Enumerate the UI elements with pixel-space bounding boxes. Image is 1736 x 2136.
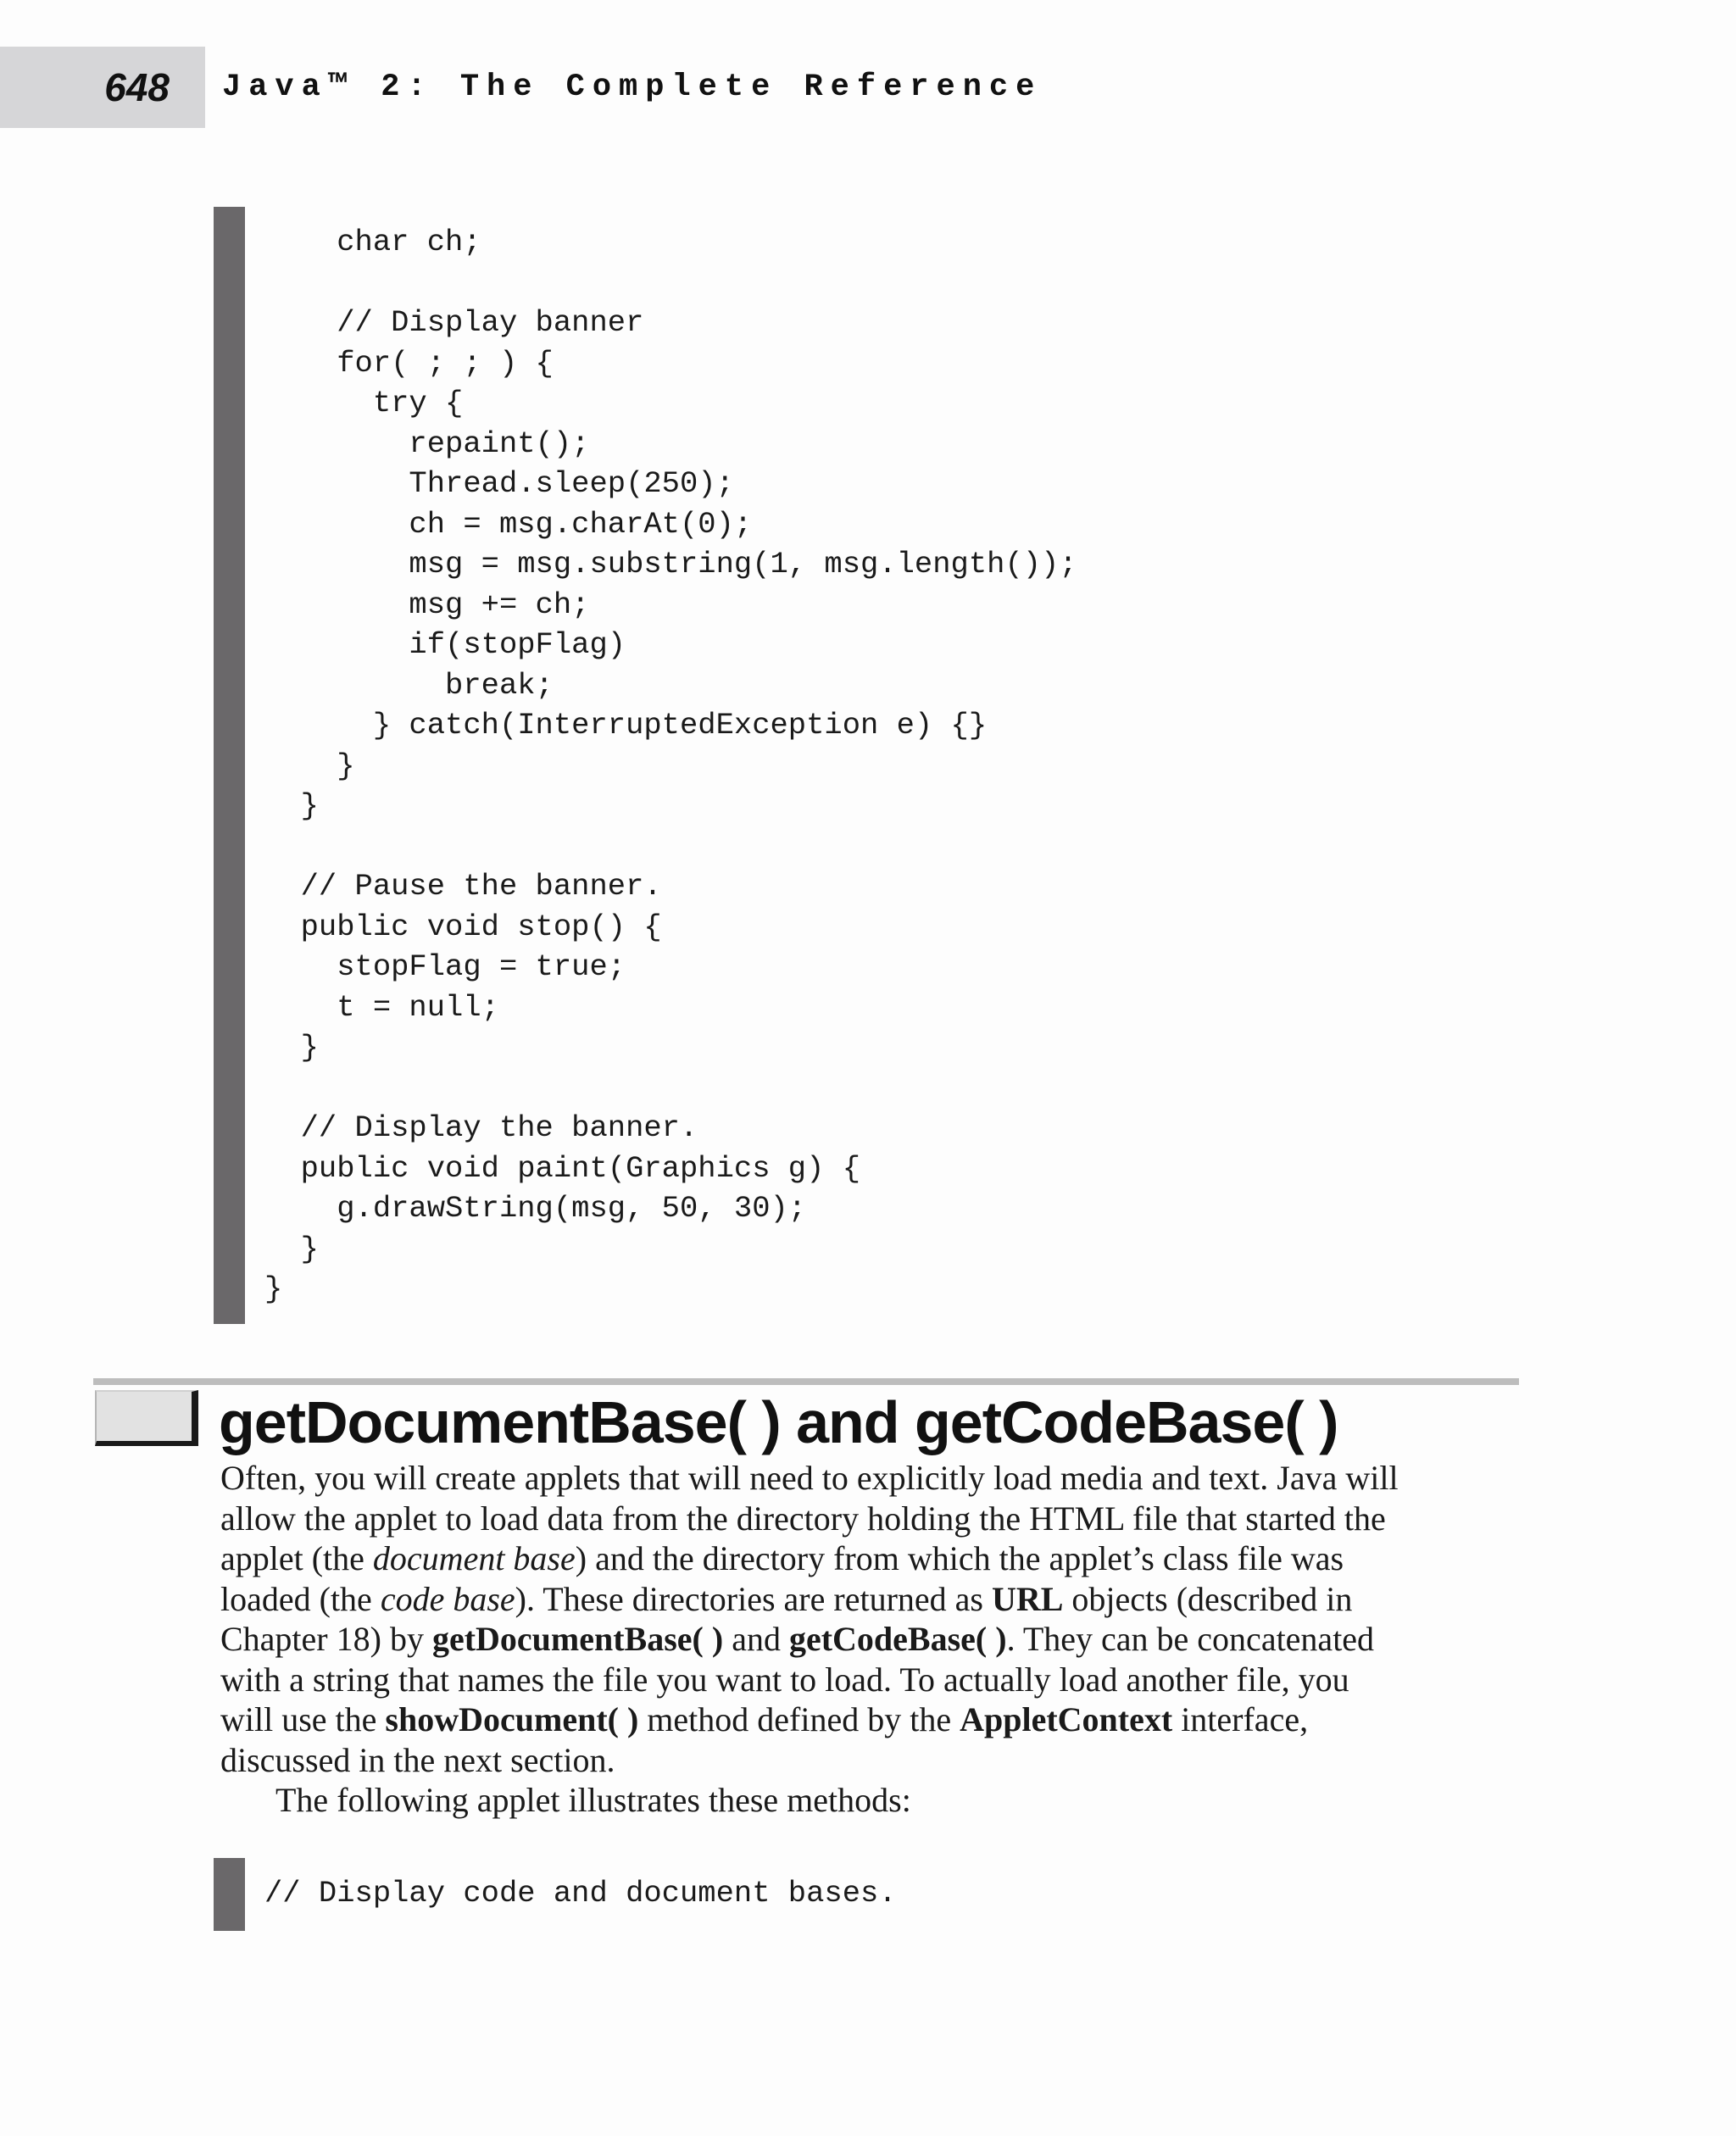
text-run: method defined by the [638,1700,960,1738]
code-line: msg = msg.substring(1, msg.length()); [264,547,1077,581]
running-head: Java™ 2: The Complete Reference [222,70,1043,105]
paragraph-line [220,1660,1526,1700]
code-listing [264,222,1077,1310]
section-heading: getDocumentBase( ) and getCodeBase( ) [219,1389,1338,1455]
code-line: public void stop() { [264,909,662,944]
code-line: // Display banner [264,305,644,340]
code-line: t = null; [264,989,499,1025]
text-run: loaded (the [220,1579,381,1618]
code-line: char ch; [264,225,481,259]
code-line: break; [264,667,554,703]
code-line: } [264,788,319,823]
text-run: Chapter 18) by [220,1620,432,1658]
paragraph-line [220,1458,1526,1499]
text-run: applet (the [220,1539,373,1577]
code-bar [214,207,245,1324]
text-run: ). These directories are returned as [515,1579,992,1618]
code-line: for( ; ; ) { [264,345,554,381]
code-listing [264,1873,897,1914]
text-run: interface, [1172,1700,1309,1738]
body-paragraph [220,1458,1526,1821]
section-marker-icon [95,1390,198,1446]
italic-term: document base [372,1539,576,1577]
text-run: ) and the directory from which the applet’s class file was [575,1539,1344,1577]
paragraph-line [220,1740,1526,1781]
italic-term: code base [380,1579,515,1618]
paragraph-line [220,1619,1526,1660]
section-rule [93,1378,1519,1385]
paragraph-line [220,1579,1526,1620]
bold-term: showDocument( ) [385,1700,639,1738]
code-line: msg += ch; [264,587,590,622]
text-run: The following applet illustrates these methods: [275,1781,911,1819]
code-line: public void paint(Graphics g) { [264,1150,861,1186]
text-run: allow the applet to load data from the directory holding the HTML file that started the [220,1499,1386,1538]
bold-term: URL [991,1579,1064,1618]
text-run: and [723,1620,789,1658]
code-line: } [264,1271,283,1306]
code-line: g.drawString(msg, 50, 30); [264,1191,807,1226]
paragraph-line [220,1538,1526,1579]
code-line: Thread.sleep(250); [264,466,734,501]
code-line: } catch(InterruptedException e) {} [264,708,988,743]
page-number-box [0,47,205,128]
text-run: . They can be concatenated [1006,1620,1375,1658]
paragraph-line [220,1699,1526,1740]
bold-term: getCodeBase( ) [788,1620,1007,1658]
code-line: } [264,1030,319,1065]
text-run: will use the [220,1700,386,1738]
page-number: 648 [104,65,170,109]
code-line: // Display code and document bases. [264,1876,897,1911]
code-line: stopFlag = true; [264,949,626,984]
text-run: objects (described in [1063,1579,1353,1618]
intro-line [220,1780,1526,1821]
text-run: with a string that names the file you want to load. To actually load another file, you [220,1660,1349,1699]
code-line: try { [264,386,464,420]
code-line: } [264,1231,319,1266]
paragraph-line [220,1499,1526,1539]
code-line: ch = msg.charAt(0); [264,506,753,542]
code-bar [214,1858,245,1931]
bold-term: AppletContext [960,1700,1173,1738]
bold-term: getDocumentBase( ) [431,1620,724,1658]
text-run: Often, you will create applets that will need to explicitly load media and text. Java will [220,1459,1399,1497]
code-line: // Display the banner. [264,1110,698,1145]
code-line: } [264,748,355,783]
code-line: if(stopFlag) [264,627,626,662]
text-run: discussed in the next section. [220,1740,615,1779]
code-line: // Pause the banner. [264,869,662,904]
code-line: repaint(); [264,426,590,461]
